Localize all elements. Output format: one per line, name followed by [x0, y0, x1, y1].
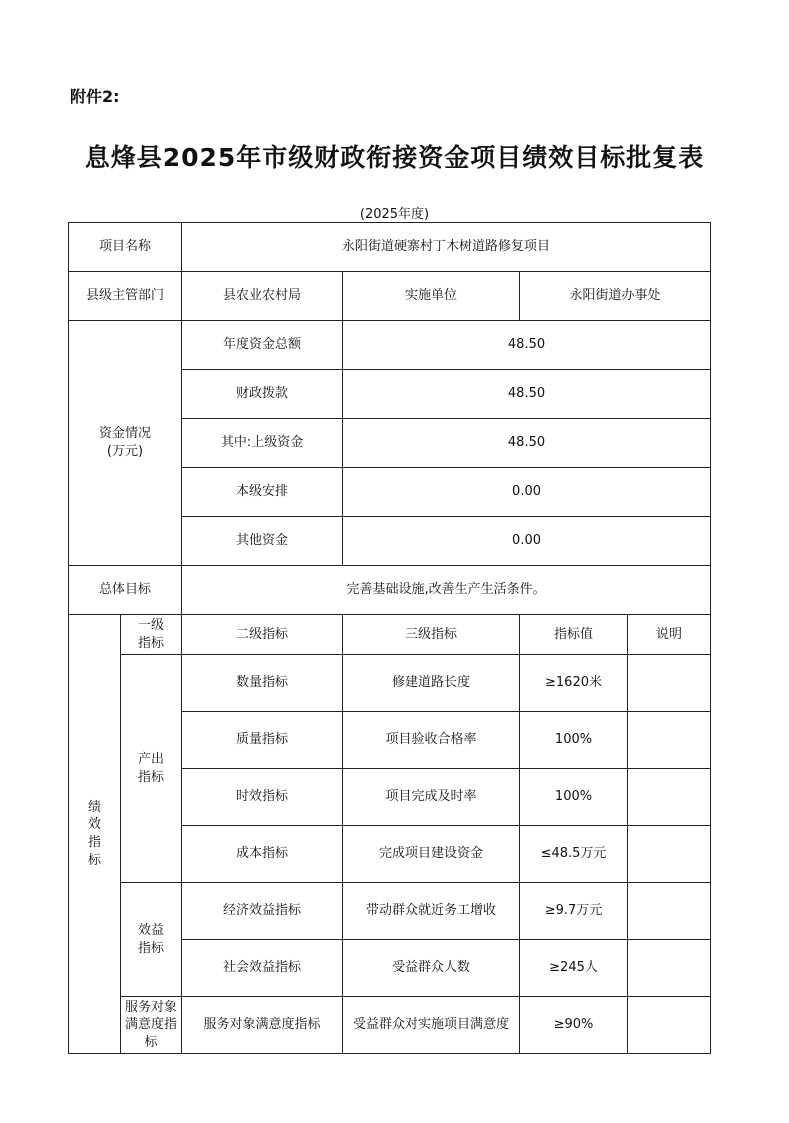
- header-value: 指标值: [520, 615, 628, 655]
- indicator-value: ≥90%: [520, 997, 628, 1054]
- indicator-value: ≥245人: [520, 940, 628, 997]
- overall-goal-row: [69, 566, 711, 615]
- header-level1: [121, 615, 182, 655]
- overall-goal-label: 总体目标: [69, 566, 182, 615]
- implementing-unit-label: 实施单位: [343, 272, 520, 321]
- benefit-indicators-text: 效益指标: [138, 922, 165, 956]
- indicator-row: [69, 997, 711, 1054]
- indicator-value: 100%: [520, 769, 628, 826]
- indicator-value: ≤48.5万元: [520, 826, 628, 883]
- indicator-level3: 带动群众就近务工增收: [343, 883, 520, 940]
- indicator-level2: 数量指标: [182, 655, 343, 712]
- header-level1-text: 一级指标: [138, 617, 165, 651]
- indicator-note: [628, 712, 711, 769]
- indicator-value: 100%: [520, 712, 628, 769]
- indicator-note: [628, 769, 711, 826]
- project-name-value: 永阳街道硬寨村丁木树道路修复项目: [182, 223, 711, 272]
- indicator-level2: 成本指标: [182, 826, 343, 883]
- satisfaction-indicators-label: [121, 997, 182, 1054]
- fund-item-label: 年度资金总额: [182, 321, 343, 370]
- performance-indicators-text: 绩效指标: [88, 799, 102, 868]
- fund-item-value: 0.00: [343, 517, 711, 566]
- funds-unit: (万元): [106, 444, 144, 459]
- indicator-level2: 经济效益指标: [182, 883, 343, 940]
- fund-item-value: 48.50: [343, 419, 711, 468]
- benefit-indicators-label: [121, 883, 182, 997]
- indicator-level3: 受益群众人数: [343, 940, 520, 997]
- department-row: [69, 272, 711, 321]
- fund-item-label: 本级安排: [182, 468, 343, 517]
- indicator-row: [69, 655, 711, 712]
- fund-row: [69, 321, 711, 370]
- indicator-value: ≥9.7万元: [520, 883, 628, 940]
- indicator-note: [628, 940, 711, 997]
- output-indicators-text: 产出指标: [138, 751, 165, 785]
- output-indicators-label: [121, 655, 182, 883]
- department-value: 县农业农村局: [182, 272, 343, 321]
- indicator-level2: 社会效益指标: [182, 940, 343, 997]
- header-note: 说明: [628, 615, 711, 655]
- fund-item-value: 48.50: [343, 321, 711, 370]
- funds-title: 资金情况: [99, 426, 152, 442]
- implementing-unit-value: 永阳街道办事处: [520, 272, 711, 321]
- department-label: 县级主管部门: [69, 272, 182, 321]
- fund-item-label: 其中:上级资金: [182, 419, 343, 468]
- indicator-note: [628, 883, 711, 940]
- project-name-row: [69, 223, 711, 272]
- indicator-note: [628, 826, 711, 883]
- indicator-level3: 项目验收合格率: [343, 712, 520, 769]
- indicator-value: ≥1620米: [520, 655, 628, 712]
- header-level3: 三级指标: [343, 615, 520, 655]
- indicator-level2: 服务对象满意度指标: [182, 997, 343, 1054]
- indicator-note: [628, 997, 711, 1054]
- header-level2: 二级指标: [182, 615, 343, 655]
- fund-item-label: 其他资金: [182, 517, 343, 566]
- project-name-label: 项目名称: [69, 223, 182, 272]
- attachment-label: 附件2:: [70, 87, 120, 106]
- indicator-row: [69, 883, 711, 940]
- indicator-level2: 时效指标: [182, 769, 343, 826]
- funds-label: [69, 321, 182, 566]
- indicator-level3: 修建道路长度: [343, 655, 520, 712]
- indicator-level3: 完成项目建设资金: [343, 826, 520, 883]
- fund-item-label: 财政拨款: [182, 370, 343, 419]
- indicator-level2: 质量指标: [182, 712, 343, 769]
- document-title: 息烽县2025年市级财政衔接资金项目绩效目标批复表: [84, 143, 705, 172]
- indicator-note: [628, 655, 711, 712]
- indicator-header-row: [69, 615, 711, 655]
- fund-item-value: 48.50: [343, 370, 711, 419]
- satisfaction-indicators-text: 服务对象满意度指标: [125, 999, 178, 1050]
- overall-goal-value: 完善基础设施,改善生产生活条件。: [182, 566, 711, 615]
- indicator-level3: 受益群众对实施项目满意度: [343, 997, 520, 1054]
- performance-indicators-label: [69, 615, 121, 1054]
- indicator-level3: 项目完成及时率: [343, 769, 520, 826]
- fund-item-value: 0.00: [343, 468, 711, 517]
- fiscal-year: (2025年度): [359, 207, 430, 222]
- performance-target-table: [68, 222, 711, 1054]
